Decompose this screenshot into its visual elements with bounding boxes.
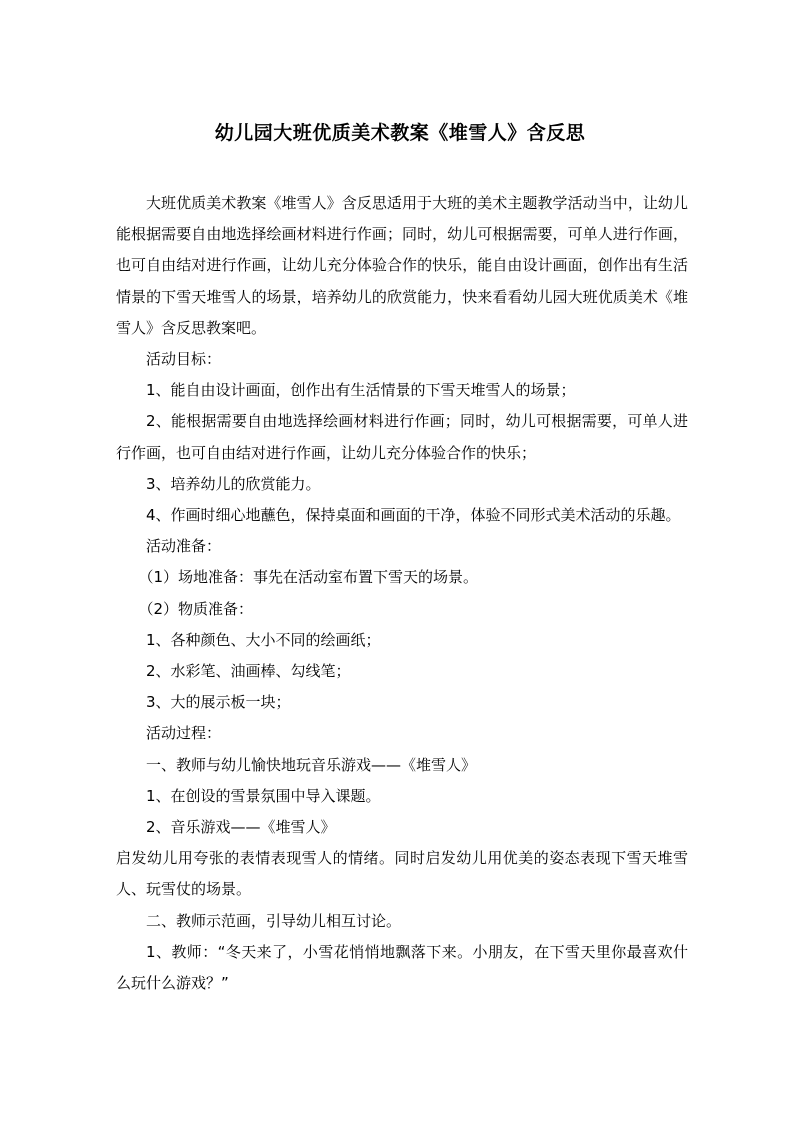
intro-paragraph: 大班优质美术教案《堆雪人》含反思适用于大班的美术主题教学活动当中，让幼儿能根据需要自由地选择绘画材料进行作画；同时，幼儿可根据需要，可单人进行作画，也可自由结对进行作画，让幼儿充分体验合作的快乐，能自由设计画面，创作出有生活情景的下雪天堆雪人的场景，培养幼儿的欣赏能力，快来看看幼儿园大班优质美术《堆雪人》含反思教案吧。 [116, 194, 688, 337]
process-item: 2、音乐游戏——《堆雪人》 [146, 818, 336, 837]
preparation-item: （1）场地准备：事先在活动室布置下雪天的场景。 [138, 568, 479, 587]
document-title: 幼儿园大班优质美术教案《堆雪人》含反思 [214, 122, 586, 144]
material-item: 1、各种颜色、大小不同的绘画纸； [146, 630, 381, 649]
goal-item: 2、能根据需要自由地选择绘画材料进行作画；同时，幼儿可根据需要，可单人进行作画，也可自由结对进行作画，让幼儿充分体验合作的快乐； [116, 412, 688, 462]
process-step-heading: 一、教师与幼儿愉快地玩音乐游戏——《堆雪人》 [146, 755, 477, 774]
material-item: 3、大的展示板一块； [146, 693, 291, 712]
goal-item: 4、作画时细心地蘸色，保持桌面和画面的干净，体验不同形式美术活动的乐趣。 [146, 506, 681, 525]
preparation-item: （2）物质准备： [138, 599, 254, 618]
section-heading-preparation: 活动准备： [146, 537, 222, 556]
process-item: 1、教师：“冬天来了，小雪花悄悄地飘落下来。小朋友，在下雪天里你最喜欢什么玩什么游戏？” [116, 942, 688, 993]
goal-item: 3、培养幼儿的欣赏能力。 [146, 474, 321, 493]
document-body [116, 188, 688, 999]
section-heading-goals: 活动目标： [146, 350, 222, 369]
process-item: 1、在创设的雪景氛围中导入课题。 [146, 786, 381, 805]
goal-item: 1、能自由设计画面，创作出有生活情景的下雪天堆雪人的场景； [146, 381, 576, 400]
section-heading-process: 活动过程： [146, 724, 222, 743]
process-step-heading: 二、教师示范画，引导幼儿相互讨论。 [146, 911, 402, 930]
material-item: 2、水彩笔、油画棒、勾线笔； [146, 662, 351, 681]
process-paragraph: 启发幼儿用夸张的表情表现雪人的情绪。同时启发幼儿用优美的姿态表现下雪天堆雪人、玩雪仗的场景。 [116, 849, 688, 899]
